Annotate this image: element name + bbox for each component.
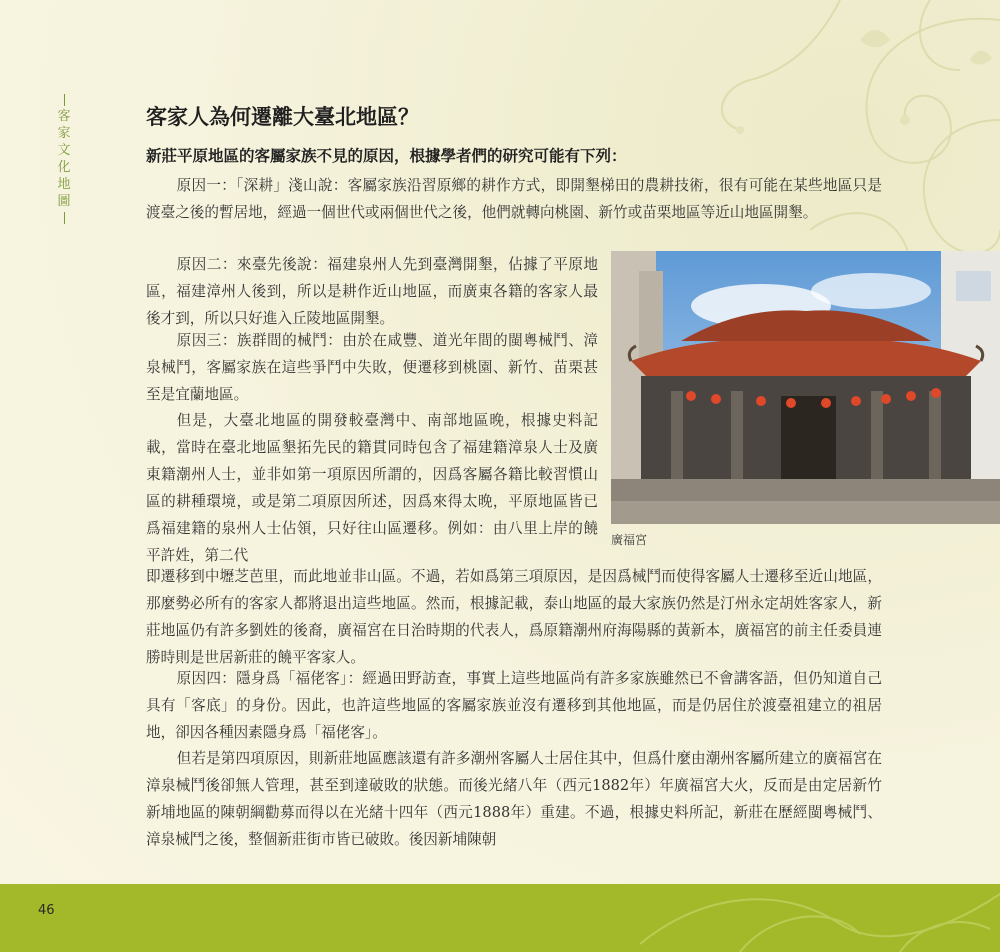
paragraph-reason-two: 原因二：來臺先後說：福建泉州人先到臺灣開墾，佔據了平原地區，福建漳州人後到，所以是耕作近山地區，而廣東各籍的客家人最後才到，所以只好進入丘陵地區開墾。 xyxy=(146,256,598,327)
chapter-sidebar xyxy=(56,92,72,226)
chapter-title: 客家文化地圖 xyxy=(57,109,71,209)
page-number: 46 xyxy=(38,903,55,918)
sidebar-divider xyxy=(64,212,65,224)
section-subheading: 新莊平原地區的客屬家族不見的原因，根據學者們的研究可能有下列： xyxy=(146,147,627,165)
paragraph-analysis-part-two: 即遷移到中壢芝芭里，而此地並非山區。不過，若如爲第三項原因，是因爲械鬥而使得客屬人士遷移至近山地區，那麼勢必所有的客家人都將退出這些地區。然而，根據記載，泰山地區的最大家族仍然是汀州永定胡姓客家人，新莊地區仍有許多劉姓的後裔，廣福宮在日治時期的代表人，爲原籍潮州府海陽縣的黃新本，廣福宮的前主任委員連勝時則是世居新莊的饒平客家人。 xyxy=(146,568,882,666)
sidebar-divider xyxy=(64,94,65,106)
photo-caption: 廣福宮 xyxy=(611,533,648,547)
paragraph-conclusion: 但若是第四項原因，則新莊地區應該還有許多潮州客屬人士居住其中，但爲什麼由潮州客屬所建立的廣福宮在漳泉械鬥後卻無人管理，甚至到達破敗的狀態。而後光緒八年（西元1882年）年廣福宮大火，反而是由定居新竹新埔地區的陳朝綱勸募而得以在光緒十四年（西元1888年）重建。不過，根據史料所記，新莊在歷經閩粵械鬥、漳泉械鬥之後，整個新莊街市皆已破敗。後因新埔陳朝 xyxy=(146,750,882,848)
footer-swirl-decoration xyxy=(640,884,1000,952)
footer-band xyxy=(0,884,1000,952)
paragraph-reason-four: 原因四：隱身爲「福佬客」：經過田野訪查，事實上這些地區尚有許多家族雖然已不會講客語，但仍知道自己具有「客底」的身份。因此，也許這些地區的客屬家族並沒有遷移到其他地區，而是仍居住於渡臺祖建立的祖居地，卻因各種因素隱身爲「福佬客」。 xyxy=(146,670,882,741)
paragraph-reason-three: 原因三：族群間的械鬥：由於在咸豐、道光年間的閩粵械鬥、漳泉械鬥，客屬家族在這些爭鬥中失敗，便遷移到桃園、新竹、苗栗甚至是宜蘭地區。 xyxy=(146,332,598,403)
section-heading: 客家人為何遷離大臺北地區？ xyxy=(146,105,419,129)
paragraph-analysis-part-one: 但是，大臺北地區的開發較臺灣中、南部地區晚，根據史料記載，當時在臺北地區墾拓先民的籍貫同時包含了福建籍漳泉人士及廣東籍潮州人士，並非如第一項原因所謂的，因爲客屬各籍比較習慣山區的耕種環境，或是第二項原因所述，因爲來得太晚，平原地區皆已爲福建籍的泉州人士佔領，只好往山區遷移。例如：由八里上岸的饒平許姓，第二代 xyxy=(146,412,598,564)
paragraph-reason-one: 原因一：「深耕」淺山說：客屬家族沿習原鄉的耕作方式，即開墾梯田的農耕技術，很有可能在某些地區只是渡臺之後的暫居地，經過一個世代或兩個世代之後，他們就轉向桃園、新竹或苗栗地區等近山地區開墾。 xyxy=(146,177,882,221)
temple-photo xyxy=(611,251,1000,524)
